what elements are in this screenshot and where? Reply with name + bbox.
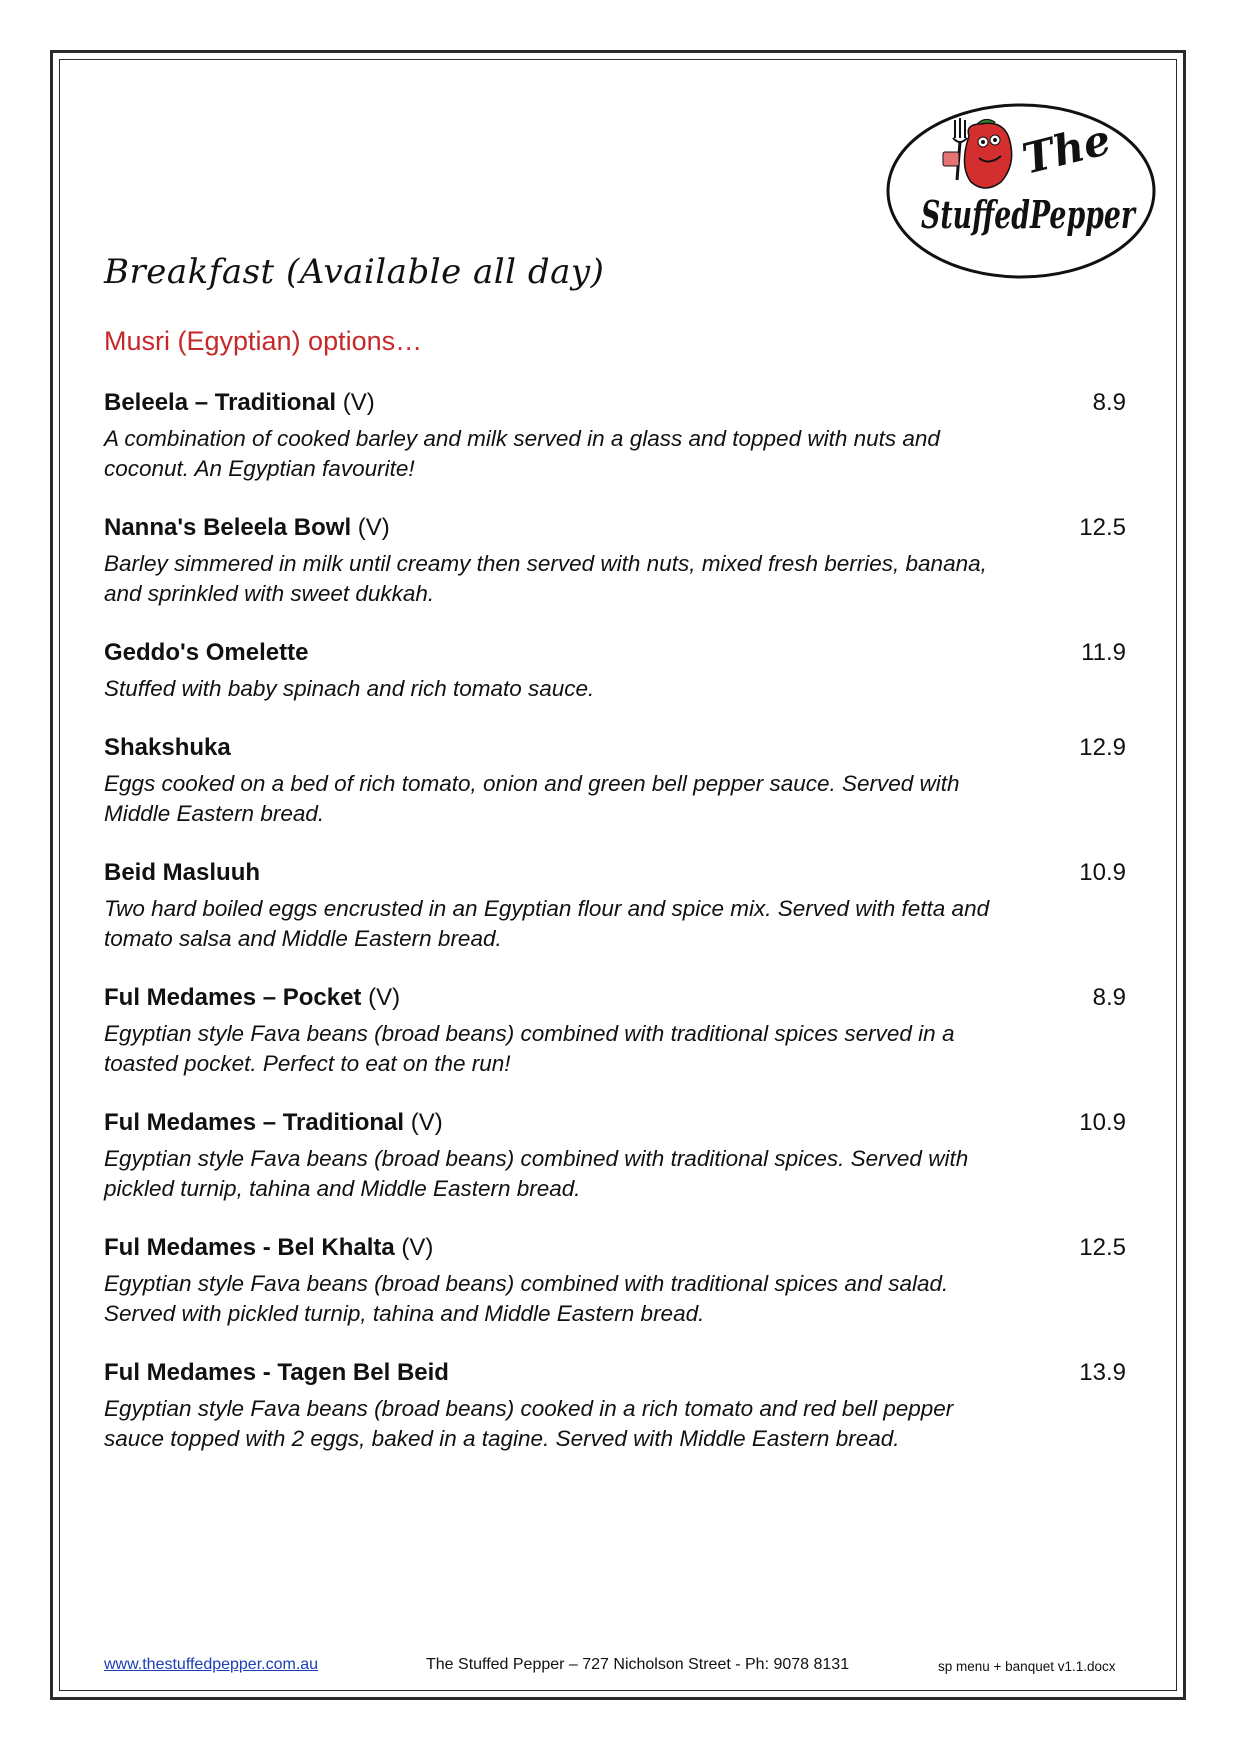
item-vegetarian-tag: (V) — [351, 514, 390, 541]
item-vegetarian-tag: (V) — [361, 984, 401, 1011]
footer-address: The Stuffed Pepper – 727 Nicholson Street - Ph: 9078 8131 — [426, 1656, 850, 1673]
item-name: Ful Medames – Pocket — [104, 984, 362, 1011]
item-price: 8.9 — [1092, 389, 1126, 416]
item-price: 12.9 — [1079, 734, 1126, 761]
item-description: Egyptian style Fava beans (broad beans) combined with traditional spices served in a toasted pocket. Perfect to eat on the run! — [104, 1021, 955, 1076]
menu-item — [104, 511, 1126, 636]
item-name-line — [104, 1106, 1126, 1140]
item-price: 10.9 — [1079, 1109, 1126, 1136]
item-name: Beleela – Traditional — [104, 389, 337, 416]
item-price: 13.9 — [1079, 1359, 1126, 1386]
item-name: Ful Medames - Bel Khalta — [104, 1234, 395, 1261]
item-name-line — [104, 386, 1126, 420]
section-heading: Musri (Egyptian) options… — [104, 326, 423, 356]
menu-item — [104, 1231, 1126, 1356]
restaurant-logo — [885, 102, 1157, 280]
footer-document-name: sp menu + banquet v1.1.docx — [938, 1659, 1116, 1674]
item-price: 10.9 — [1079, 859, 1126, 886]
item-description: Eggs cooked on a bed of rich tomato, onion and green bell pepper sauce. Served with Middle Eastern bread. — [104, 771, 960, 826]
item-name: Shakshuka — [104, 734, 231, 761]
menu-item — [104, 636, 1126, 731]
item-name-line — [104, 731, 1126, 765]
item-name: Beid Masluuh — [104, 859, 261, 886]
item-name-line — [104, 636, 1126, 670]
item-description: Stuffed with baby spinach and rich tomato sauce. — [104, 676, 595, 701]
menu-item — [104, 981, 1126, 1106]
item-price: 12.5 — [1079, 1234, 1126, 1261]
item-description: Barley simmered in milk until creamy then served with nuts, mixed fresh berries, banana, and sprinkled with sweet dukkah. — [104, 551, 987, 606]
item-name: Ful Medames - Tagen Bel Beid — [104, 1359, 449, 1386]
item-price: 12.5 — [1079, 514, 1126, 541]
item-name: Nanna's Beleela Bowl — [104, 514, 352, 541]
website-link[interactable]: www.thestuffedpepper.com.au — [104, 1656, 319, 1673]
logo-text-stuffedpepper: StuffedPepper — [921, 192, 1138, 237]
item-price: 8.9 — [1092, 984, 1126, 1011]
item-description: Egyptian style Fava beans (broad beans) combined with traditional spices. Served with pickled turnip, tahina and Middle Eastern bread. — [104, 1146, 969, 1201]
item-vegetarian-tag: (V) — [404, 1109, 443, 1136]
item-name: Geddo's Omelette — [104, 639, 309, 666]
menu-item — [104, 386, 1126, 511]
logo-text-the: The — [1017, 114, 1116, 184]
menu-item — [104, 1106, 1126, 1231]
item-description: Egyptian style Fava beans (broad beans) cooked in a rich tomato and red bell pepper sauce topped with 2 eggs, baked in a tagine. Served with Middle Eastern bread. — [104, 1396, 954, 1451]
item-description: A combination of cooked barley and milk served in a glass and topped with nuts and coconut. An Egyptian favourite! — [104, 426, 940, 481]
page-title: Breakfast (Available all day) — [104, 252, 605, 292]
item-name-line — [104, 1356, 1126, 1390]
item-vegetarian-tag: (V) — [394, 1234, 434, 1261]
item-vegetarian-tag: (V) — [336, 389, 375, 416]
item-name: Ful Medames – Traditional — [104, 1109, 405, 1136]
menu-list — [104, 386, 1126, 1481]
menu-item — [104, 1356, 1126, 1481]
item-name-line — [104, 856, 1126, 890]
item-description: Egyptian style Fava beans (broad beans) combined with traditional spices and salad. Served with pickled turnip, tahina and Middle Eastern bread. — [104, 1271, 949, 1326]
menu-item — [104, 731, 1126, 856]
item-name-line — [104, 1231, 1126, 1265]
item-price: 11.9 — [1081, 639, 1126, 666]
item-description: Two hard boiled eggs encrusted in an Egyptian flour and spice mix. Served with fetta and tomato salsa and Middle Eastern bread. — [104, 896, 990, 951]
item-name-line — [104, 511, 1126, 545]
menu-item — [104, 856, 1126, 981]
item-name-line — [104, 981, 1126, 1015]
